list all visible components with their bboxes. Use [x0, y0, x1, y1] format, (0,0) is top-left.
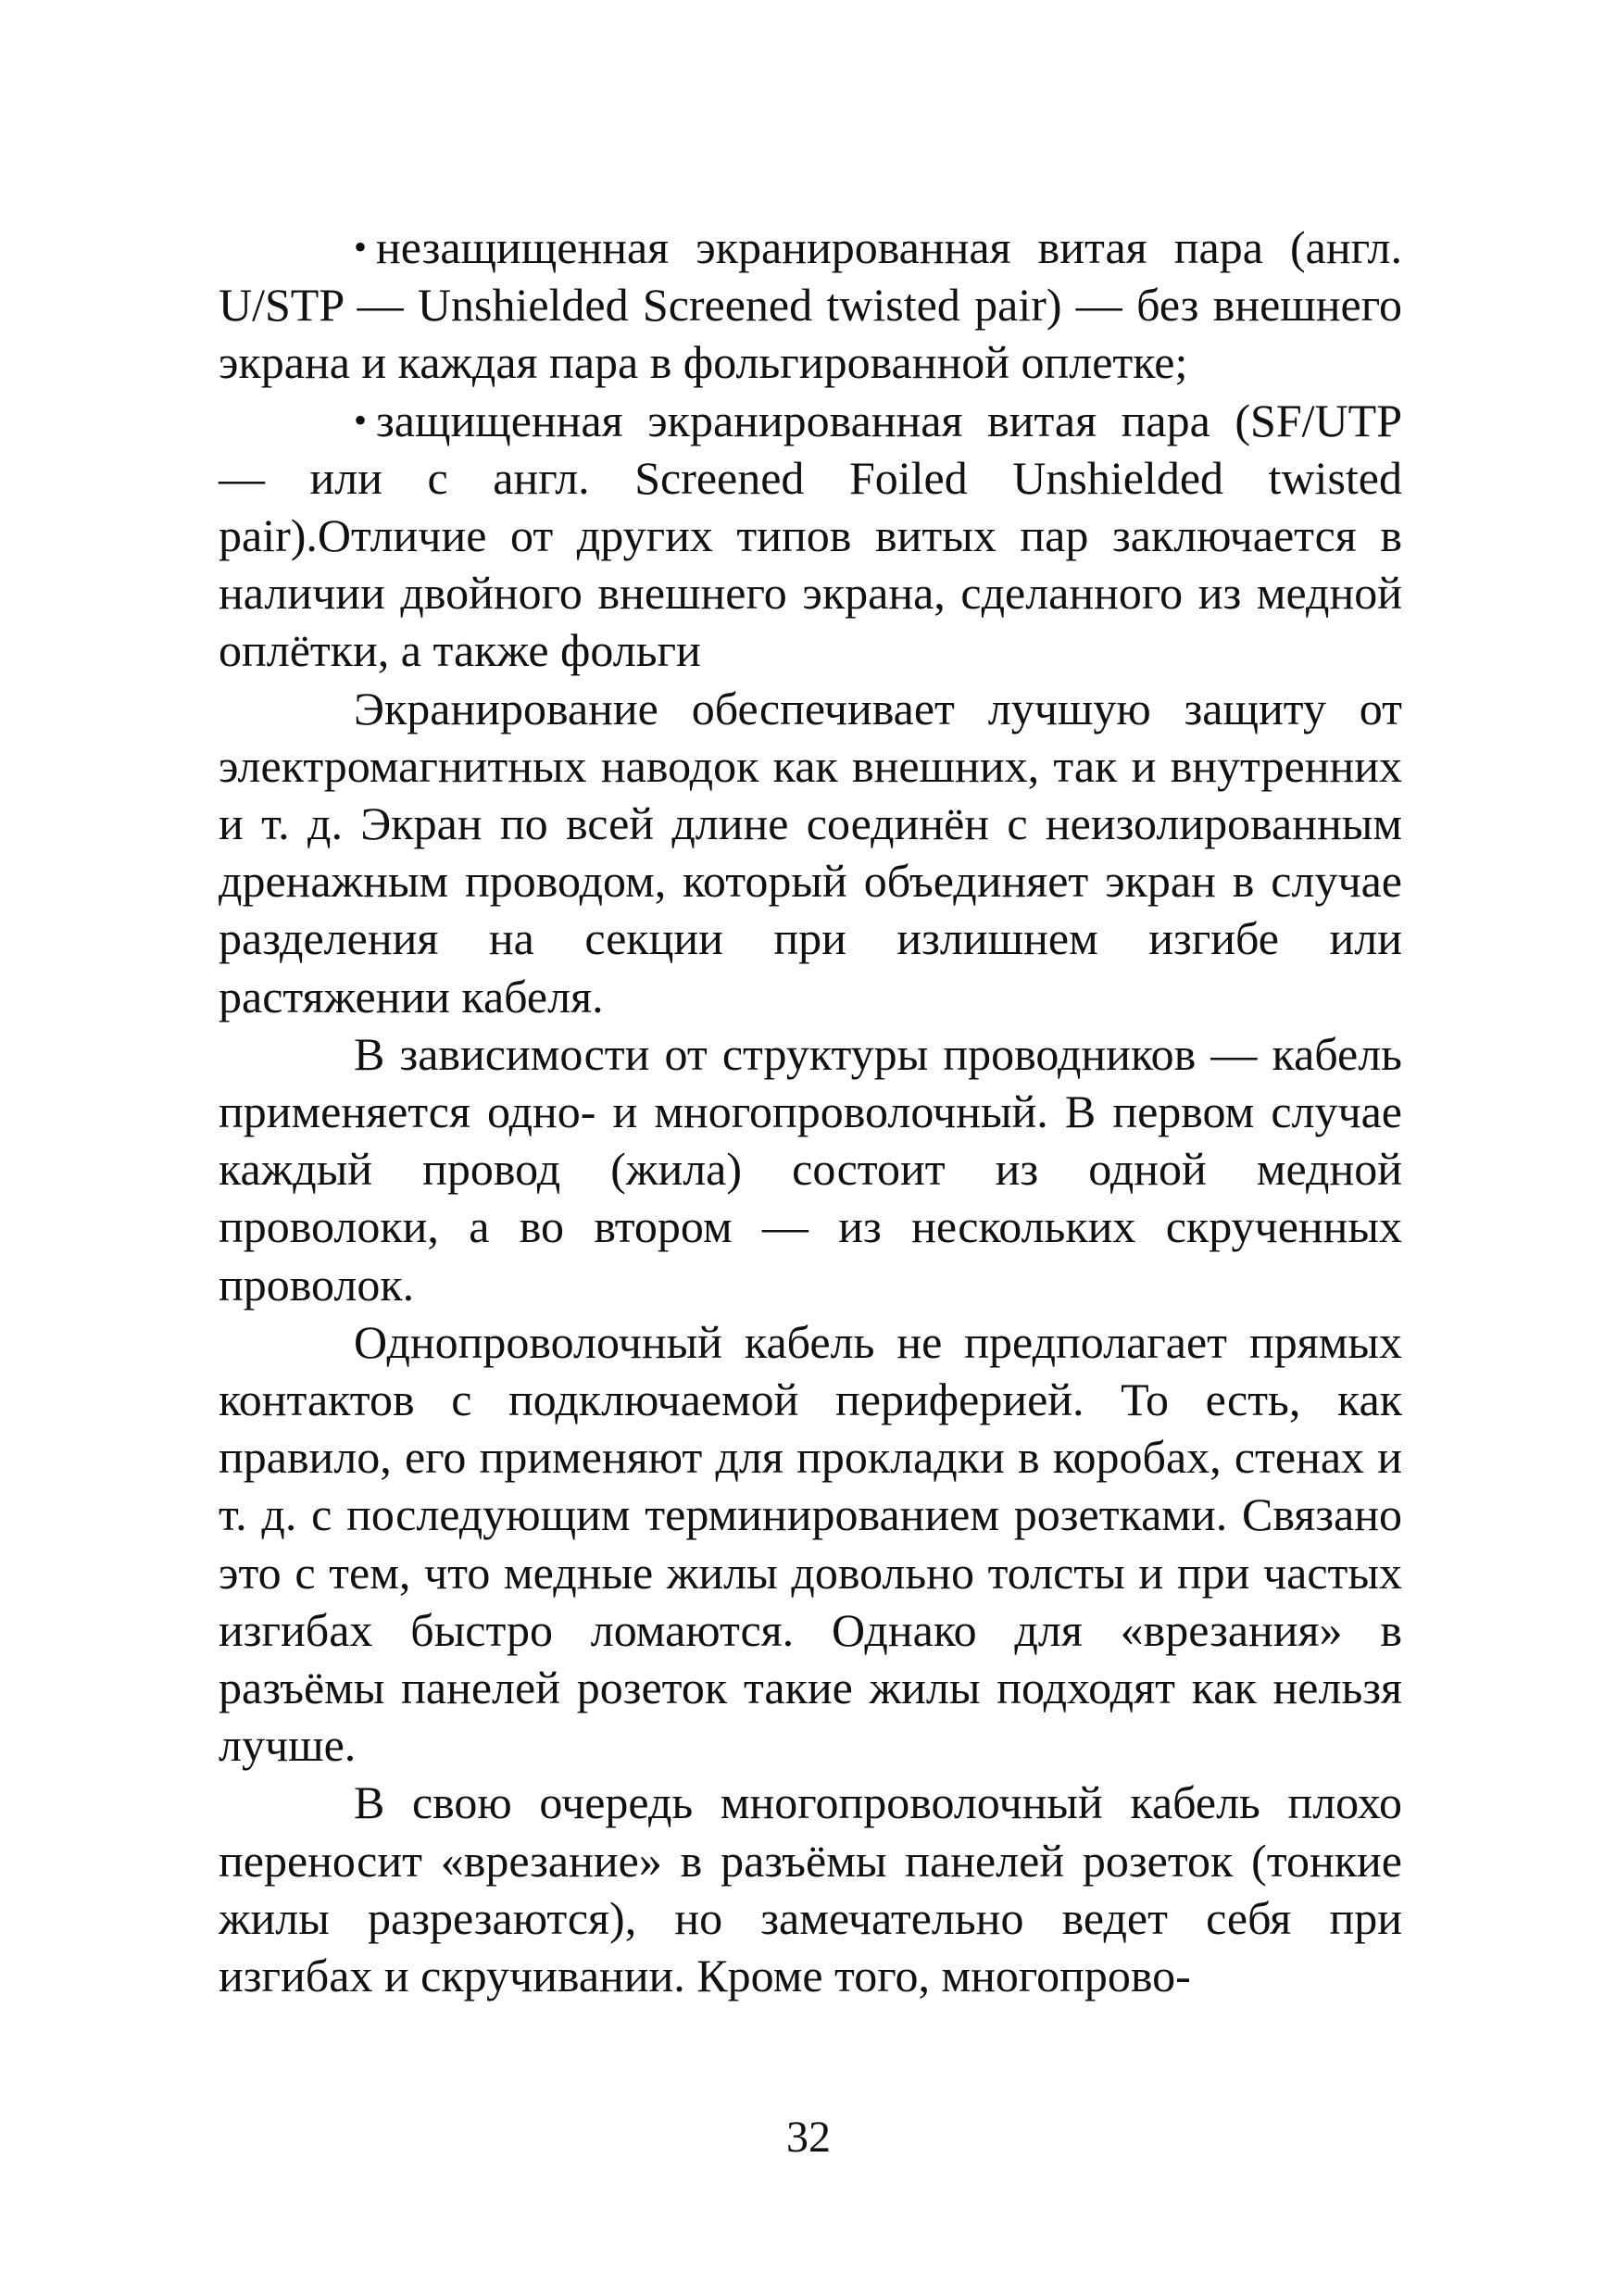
paragraph-bullet-ustp [219, 219, 1402, 392]
paragraph-text: В зависимости от структуры проводников — кабель применяется одно- и многопроволочный. В первом случае каждый провод (жила) состоит из одной медной проволоки, а во втором — из нескольких скрученных проволок. [219, 1027, 1402, 1311]
paragraph-shielding [219, 680, 1402, 1025]
paragraph-conductor-structure [219, 1025, 1402, 1313]
paragraph-bullet-sfutp [219, 392, 1402, 680]
page-number: 32 [786, 2113, 831, 2162]
paragraph-text: Экранирование обеспечивает лучшую защиту от электромагнитных наводок как внешних, так и внутренних и т. д. Экран по всей длине соединён с неизолированным дренажным проводом, который объединяет экран в случае разделения на секции при излишнем изгибе или растяжении кабеля. [219, 682, 1402, 1023]
page-body [219, 219, 1402, 2004]
bullet-icon: • [354, 226, 368, 268]
paragraph-solid-cable [219, 1313, 1402, 1775]
paragraph-text: Однопроволочный кабель не предполагает прямых контактов с подключаемой периферией. То есть, как правило, его применяют для прокладки в коробах, стенах и т. д. с последующим терминированием розетками. Связано это с тем, что медные жилы довольно толсты и при частых изгибах быстро ломаются. Однако для «врезания» в разъёмы панелей розеток такие жилы подходят как нельзя лучше. [219, 1315, 1402, 1772]
paragraph-text: В свою очередь многопроволочный кабель плохо переносит «врезание» в разъёмы панелей розеток (тонкие жилы разрезаются), но замечательно ведет себя при изгибах и скручивании. Кроме того, многопрово- [219, 1776, 1402, 2002]
bullet-icon: • [354, 398, 368, 441]
paragraph-stranded-cable [219, 1774, 1402, 2004]
paragraph-text: незащищенная экранированная витая пара (англ. U/STP — Unshielded Screened twisted pair) — без внешнего экрана и каждая пара в фольгированной оплетке; [219, 221, 1402, 389]
paragraph-text: защищенная экранированная витая пара (SF/UTP — или с англ. Screened Foiled Unshielded twisted pair).Отличие от других типов витых пар заключается в наличии двойного внешнего экрана, сделанного из медной оплётки, а также фольги [219, 394, 1402, 677]
